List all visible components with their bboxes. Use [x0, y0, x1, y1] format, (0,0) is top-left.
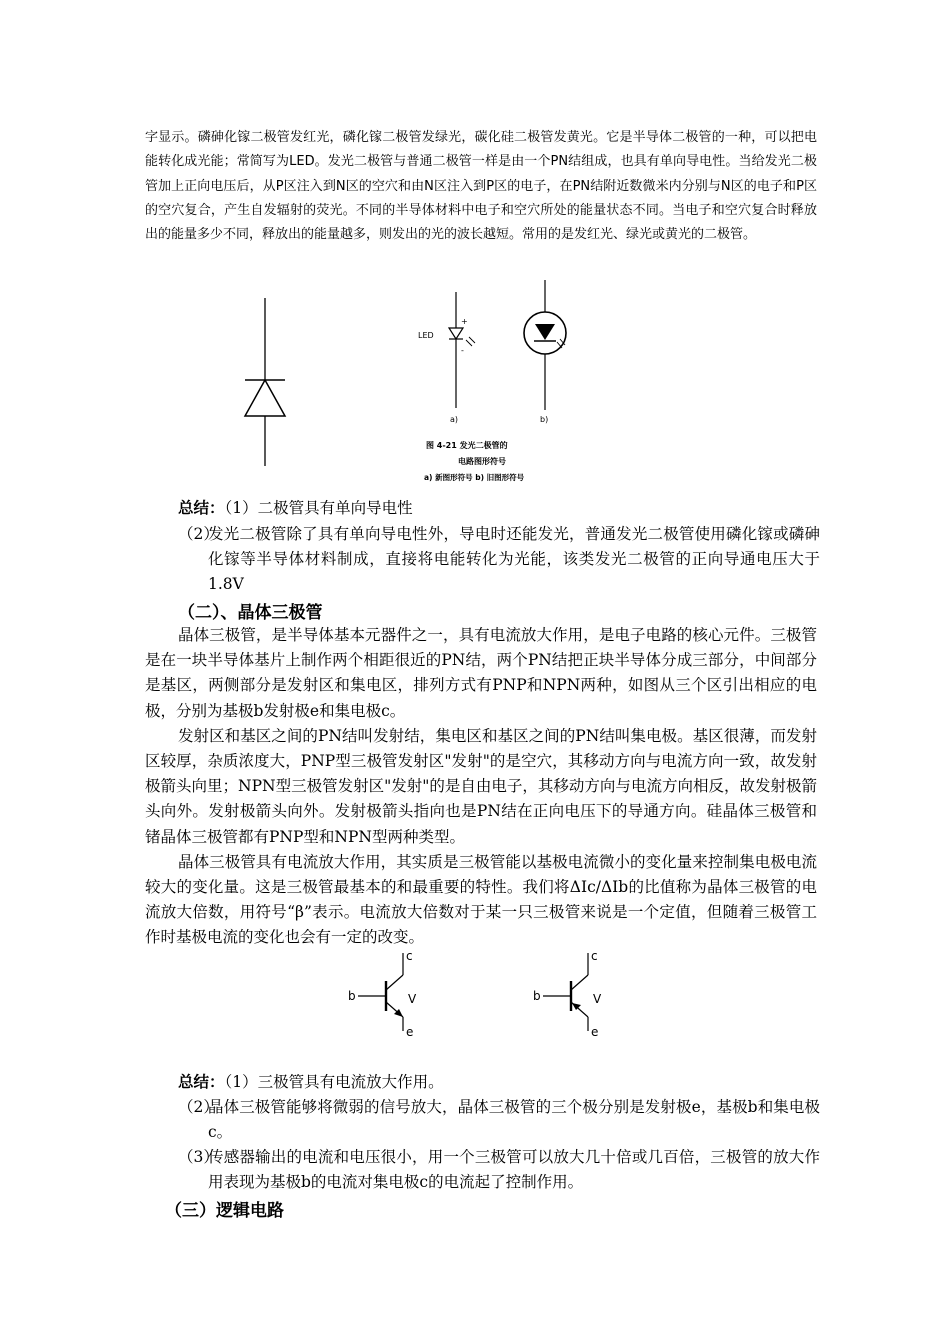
caption-line1: 图 4-21 发光二极管的 — [426, 441, 508, 450]
item-number: （2） — [178, 1098, 219, 1116]
summary-1 — [178, 496, 413, 521]
summary-2-item-2 — [178, 1095, 820, 1145]
pnp-transistor-symbol — [533, 949, 602, 1037]
npn-collector-label: c — [406, 949, 413, 963]
npn-transistor-symbol — [348, 949, 417, 1037]
section-2-title: （二）、晶体三极管 — [178, 603, 323, 623]
plus-sign: + — [461, 317, 468, 326]
item-text: 发光二极管除了具有单向导电性外，导电时还能发光，普通发光二极管使用磷化镓或磷砷化镓等半导体材料制成，直接将电能转化为光能，该类发光二极管的正向导通电压大于1.8V — [208, 525, 820, 593]
summary-1-item-2 — [178, 522, 820, 602]
section-2-paragraph-2: 发射区和基区之间的PN结叫发射结，集电区和基区之间的PN结叫集电极。基区很薄，而发射区较厚，杂质浓度大，PNP型三极管发射区"发射"的是空穴，其移动方向与电流方向一致，故发射极箭头向里；NPN型三极管发射区"发射"的是自由电子，其移动方向与电流方向相反，故发射极箭头向外。发射极箭头向外。发射极箭头指向也是PN结在正向电压下的导通方向。硅晶体三极管和锗晶体三极管都有PNP型和NPN型两种类型。 — [145, 726, 817, 846]
pnp-base-label: b — [533, 989, 541, 1003]
summary-label: 总结： — [178, 1073, 225, 1091]
led-symbol-figure — [408, 280, 578, 490]
diode-symbol — [238, 298, 298, 466]
caption-line3: a) 新图形符号 b) 旧图形符号 — [424, 473, 525, 482]
section-2-body — [145, 623, 817, 951]
intro-paragraph — [145, 126, 817, 247]
item-number: （2） — [178, 525, 219, 543]
section-2-paragraph-3: 晶体三极管具有电流放大作用，其实质是三极管能以基极电流微小的变化量来控制集电极电流较大的变化量。这是三极管最基本的和最重要的特性。我们将ΔIc/ΔIb的比值称为晶体三极管的电流放大倍数，用符号“β”表示。电流放大倍数对于某一只三极管来说是一个定值，但随着三极管工作时基极电流的变化也会有一定的改变。 — [145, 852, 817, 947]
label-b: b) — [540, 415, 549, 424]
npn-v-label: V — [408, 992, 417, 1006]
label-a: a) — [450, 415, 459, 424]
summary-2 — [178, 1070, 444, 1095]
pnp-v-label: V — [593, 992, 602, 1006]
transistor-symbols — [340, 945, 630, 1037]
section-2-paragraph-1: 晶体三极管，是半导体基本元器件之一，具有电流放大作用，是电子电路的核心元件。三极管是在一块半导体基片上制作两个相距很近的PN结，两个PN结把正块半导体分成三部分，中间部分是基区，两侧部分是发射区和集电区，排列方式有PNP和NPN两种，如图从三个区引出相应的电极，分别为基极b发射极e和集电极c。 — [145, 626, 817, 720]
minus-sign: - — [461, 346, 464, 355]
summary-1-item-1: （1）二极管具有单向导电性 — [224, 499, 413, 517]
led-label: LED — [418, 331, 434, 340]
npn-emitter-label: e — [406, 1025, 414, 1037]
item-number: （3） — [178, 1148, 219, 1166]
npn-base-label: b — [348, 989, 356, 1003]
summary-label: 总结： — [178, 499, 225, 517]
intro-text: 字显示。磷砷化镓二极管发红光，磷化镓二极管发绿光，碳化硅二极管发黄光。它是半导体二极管的一种，可以把电能转化成光能；常简写为LED。发光二极管与普通二极管一样是由一个PN结组成，也具有单向导电性。当给发光二极管加上正向电压后，从P区注入到N区的空穴和由N区注入到P区的电子，在PN结附近数微米内分别与N区的电子和P区的空穴复合，产生自发辐射的荧光。不同的半导体材料中电子和空穴所处的能量状态不同。当电子和空穴复合时释放出的能量多少不同，释放出的能量越多，则发出的光的波长越短。常用的是发红光、绿光或黄光的二极管。 — [145, 130, 817, 243]
pnp-emitter-label: e — [591, 1025, 599, 1037]
pnp-collector-label: c — [591, 949, 598, 963]
summary-2-item-1: （1）三极管具有电流放大作用。 — [224, 1073, 444, 1091]
summary-2-item-3 — [178, 1145, 820, 1195]
item-text: 晶体三极管能够将微弱的信号放大，晶体三极管的三个极分别是发射极e，基极b和集电极c。 — [208, 1098, 820, 1141]
section-3-title: （三）逻辑电路 — [165, 1201, 284, 1221]
item-text: 传感器输出的电流和电压很小，用一个三极管可以放大几十倍或几百倍，三极管的放大作用表现为基极b的电流对集电极c的电流起了控制作用。 — [208, 1148, 820, 1191]
caption-line2: 电路图形符号 — [458, 457, 506, 466]
